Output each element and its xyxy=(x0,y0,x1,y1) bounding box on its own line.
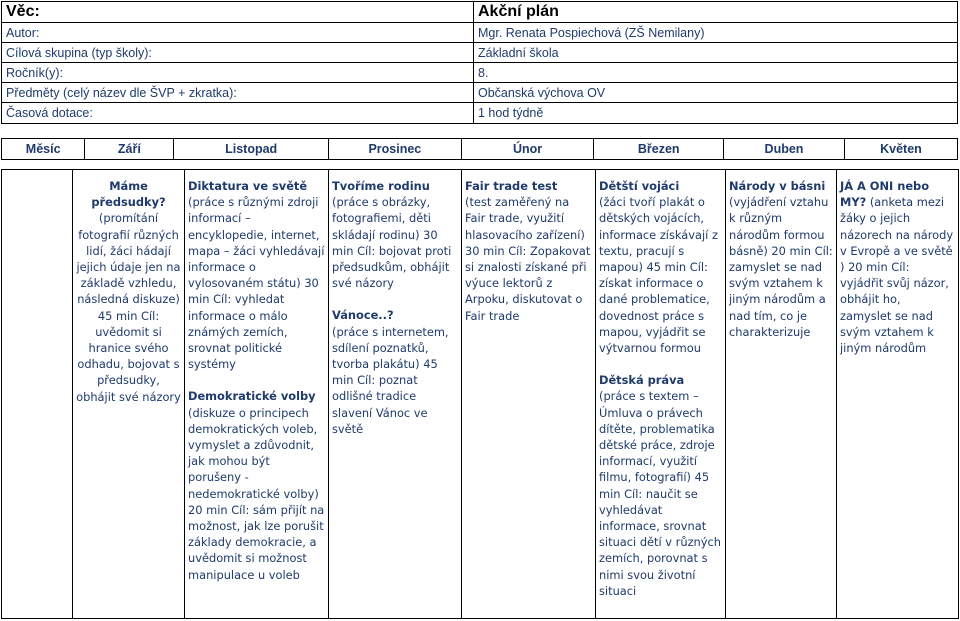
activity-cell-unor xyxy=(462,170,596,619)
activity-cell-zari xyxy=(73,170,185,619)
month-kveten: Květen xyxy=(844,139,957,160)
months-row xyxy=(1,138,958,160)
month-listopad: Listopad xyxy=(174,139,329,160)
time-allocation-label: Časová dotace: xyxy=(2,103,474,124)
activity-title: Fair trade test xyxy=(465,179,558,193)
activity-cell-prosinec xyxy=(329,170,462,619)
author-value: Mgr. Renata Pospiechová (ZŠ Nemilany) xyxy=(474,23,958,43)
activities-grid xyxy=(1,169,959,619)
month-header-label: Měsíc xyxy=(2,139,85,160)
activity-text: (práce s obrázky, fotografiemi, děti skládají rodinu) 30 min Cíl: bojovat proti předsudkům, obhájit své názory xyxy=(332,195,452,291)
empty-cell xyxy=(2,170,73,619)
activity-cell-duben xyxy=(726,170,837,619)
time-allocation-value: 1 hod týdně xyxy=(474,103,958,124)
activity-cell-listopad xyxy=(185,170,329,619)
grade-label: Ročník(y): xyxy=(2,63,474,83)
activity-cell-kveten xyxy=(837,170,959,619)
activity-title: Tvoříme rodinu xyxy=(332,179,430,193)
month-duben: Duben xyxy=(724,139,845,160)
month-brezen: Březen xyxy=(594,139,724,160)
activity-text: (promítání fotografií různých lidí, žáci hádají jejich údaje jen na základě vzhledu, následná diskuze) 45 min Cíl: uvědomit si hranice svého odhadu, bojovat s předsudky, obhájit své názory xyxy=(76,211,181,404)
month-zari: Září xyxy=(85,139,174,160)
activity-text: (práce s různými zdroji informací – encyklopedie, internet, mapa – žáci vyhledávají informace o vylosovaném státu) 30 min Cíl: vyhledat informace o málo známých zemích, srovnat politické systémy xyxy=(188,195,325,372)
header-table xyxy=(1,1,958,124)
activity-title: Máme předsudky? xyxy=(91,179,166,210)
activity-text-2: (práce s textem – Úmluva o právech dítěte, problematika dětské práce, zdroje informací, využití filmu, fotografií) 45 min Cíl: naučit se vyhledávat informace, srovnat situaci dětí v různých zemích, porovnat s nimi svou životní situaci xyxy=(599,389,721,598)
month-prosinec: Prosinec xyxy=(328,139,461,160)
activity-title: Diktatura ve světě xyxy=(188,179,308,193)
subjects-value: Občanská výchova OV xyxy=(474,83,958,103)
activity-title: Národy v básni xyxy=(729,179,826,193)
activity-cell-brezen xyxy=(596,170,726,619)
author-label: Autor: xyxy=(2,23,474,43)
activity-text: (test zaměřený na Fair trade, využití hlasovacího zařízení) 30 min Cíl: Zopakovat si znalosti získané při výuce lektorů z Arpoku, diskutovat o Fair trade xyxy=(465,195,591,323)
activity-title-2: Dětská práva xyxy=(599,373,685,388)
activity-title: JÁ A ONI nebo MY? xyxy=(840,179,930,210)
activity-title-2: Demokratické volby xyxy=(188,389,316,404)
target-group-value: Základní škola xyxy=(474,43,958,63)
activity-text-2: (práce s internetem, sdílení poznatků, tvorba plakátu) 45 min Cíl: poznat odlišné tradice slavení Vánoc ve světě xyxy=(332,324,449,436)
activity-text-2: (diskuze o principech demokratických voleb, vymyslet a zdůvodnit, jak mohou být porušeny - nedemokratické volby) 20 min Cíl: sám přijít na možnost, jak lze porušit základy demokracie, a uvědomit si možnost manipulace u voleb xyxy=(188,405,325,582)
activity-text: (anketa mezi žáky o jejich názorech na národy v Evropě a ve světě ) 20 min Cíl: vyjádřit svůj názor, obhájit ho, zamyslet se nad svým vztahem k jiným národům xyxy=(840,195,954,356)
grade-value: 8. xyxy=(474,63,958,83)
activity-text: (vyjádření vztahu k různým národům formou básně) 20 min Cíl: zamyslet se nad svým vztahem k jiným národům a nad tím, co je charakterizuje xyxy=(729,195,833,339)
vec-label: Věc: xyxy=(2,2,474,23)
activity-text: (žáci tvoří plakát o dětských vojácích, informace získávají z textu, pracují s mapou) 45 min Cíl: získat informace o dané problematice, dovednost práce s mapou, vyjádřit se výtvarnou formou xyxy=(599,195,718,356)
target-group-label: Cílová skupina (typ školy): xyxy=(2,43,474,63)
activity-title: Dětští vojáci xyxy=(599,179,680,193)
document-title: Akční plán xyxy=(474,2,958,23)
month-unor: Únor xyxy=(461,139,594,160)
subjects-label: Předměty (celý název dle ŠVP + zkratka): xyxy=(2,83,474,103)
activity-title-2: Vánoce..? xyxy=(332,308,394,323)
